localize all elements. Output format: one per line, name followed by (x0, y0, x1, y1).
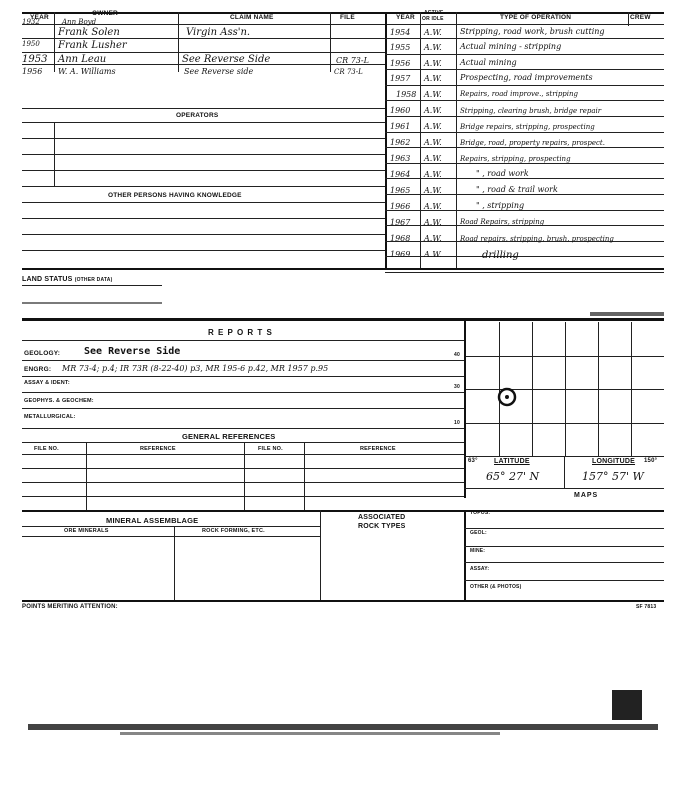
general-refs-header-line (22, 454, 464, 455)
activity-row-line (385, 132, 664, 133)
activity-row-line (385, 54, 664, 55)
reports-title-line (22, 340, 464, 341)
general-refs-file-no-2: FILE NO. (258, 446, 283, 452)
land-status-label: LAND STATUS (OTHER DATA) (22, 276, 113, 283)
col-divider-owner (178, 12, 179, 72)
col-divider-claim (330, 12, 331, 72)
activity-row-line (385, 38, 664, 39)
activity-status-4: A.W. (424, 74, 442, 83)
maps-line-1 (464, 528, 664, 529)
maps-left-divider (464, 510, 466, 600)
geophys-label: GEOPHYS. & GEOCHEM: (24, 398, 94, 404)
activity-year-5: 1958 (396, 90, 417, 99)
owner-name-2: Frank Lusher (58, 40, 127, 51)
metallurgical-label: METALLURGICAL: (24, 414, 76, 420)
owner-claim-3: See Reverse Side (182, 54, 271, 65)
maps-line-2 (464, 546, 664, 547)
header-type-of-operation: TYPE OF OPERATION (500, 14, 572, 21)
mineral-right-divider (320, 510, 321, 600)
maps-assay: ASSAY: (470, 566, 490, 572)
rock-types-label: ROCK TYPES (358, 523, 406, 530)
header-active: ACTIVE (424, 10, 444, 16)
activity-year-9: 1963 (390, 154, 411, 163)
col-divider-status (456, 12, 457, 270)
maps-line-3 (464, 562, 664, 563)
owner-year-4: 1956 (22, 67, 43, 76)
activity-status-8: A.W. (424, 138, 442, 147)
geology-label: GEOLOGY: (24, 350, 61, 357)
activity-year-7: 1961 (390, 122, 411, 131)
header-claim-name: CLAIM NAME (230, 14, 274, 21)
activity-status-9: A.W. (424, 154, 442, 163)
owner-year-3: 1953 (22, 54, 48, 65)
owner-name-3: Ann Leau (58, 54, 107, 65)
location-marker (496, 386, 518, 408)
operators-line-3 (22, 154, 385, 155)
reports-right-divider (464, 318, 466, 498)
col-divider-crew (628, 12, 629, 26)
operators-top-line (22, 108, 385, 109)
lat-lon-bottom-line (464, 488, 664, 489)
geophys-line (22, 408, 464, 409)
activity-row-line (385, 272, 664, 273)
grid-row-line (466, 423, 664, 424)
points-meriting-label: POINTS MERITING ATTENTION: (22, 604, 118, 610)
scan-black-block (612, 690, 642, 720)
general-refs-line-2 (22, 482, 464, 483)
right-tick-label: 150° (644, 458, 658, 464)
latitude-label: LATITUDE (494, 458, 530, 465)
geology-line (22, 360, 464, 361)
reports-num-10: 10 (454, 420, 460, 426)
mineral-header-line (22, 536, 320, 537)
activity-status-11: A.W. (424, 186, 442, 195)
operators-col-1 (54, 122, 55, 186)
owner-name-4: W. A. Williams (58, 67, 116, 76)
activity-type-10: " , road work (476, 169, 529, 178)
maps-topos: TOPOS: (470, 510, 491, 516)
activity-status-15: A.W. (424, 250, 442, 259)
activity-row-line (385, 147, 664, 148)
activity-year-11: 1965 (390, 186, 411, 195)
reports-title: R E P O R T S (208, 328, 273, 337)
owner-row-line-2 (22, 52, 385, 53)
others-bottom-line (22, 268, 664, 270)
rock-forming-label: ROCK FORMING, ETC. (202, 528, 265, 534)
activity-type-14: Road repairs, stripping, brush, prospecting (460, 235, 614, 243)
activity-type-5: Repairs, road improve., stripping (460, 90, 579, 98)
longitude-value: 157° 57' W (582, 470, 644, 483)
owner-file-4: CR 73-L (334, 68, 363, 76)
scan-noise-band-2 (120, 732, 500, 735)
activity-year-15: 1969 (390, 250, 411, 259)
others-label: OTHER PERSONS HAVING KNOWLEDGE (108, 192, 242, 199)
reports-num-30: 30 (454, 384, 460, 390)
owner-name-1: Frank Solen (58, 27, 120, 38)
general-refs-col-1 (86, 442, 87, 510)
others-line-3 (22, 234, 385, 235)
latitude-value: 65° 27' N (486, 470, 540, 483)
maps-other: OTHER (& PHOTOS) (470, 584, 522, 590)
col-divider-file (385, 12, 387, 270)
activity-type-6: Stripping, clearing brush, bridge repair (460, 107, 602, 115)
owner-year-2: 1950 (22, 40, 40, 48)
activity-year-3: 1956 (390, 59, 411, 68)
activity-status-2: A.W. (424, 43, 442, 52)
activity-row-line (385, 85, 664, 86)
activity-row-line (385, 69, 664, 70)
scan-noise-right (590, 312, 664, 316)
activity-year-2: 1955 (390, 43, 411, 52)
activity-status-5: A.W. (424, 90, 442, 99)
activity-type-8: Bridge, road, property repairs, prospect. (460, 139, 605, 147)
maps-label: MAPS (574, 492, 599, 499)
mineral-assemblage-title: MINERAL ASSEMBLAGE (106, 516, 199, 525)
activity-status-3: A.W. (424, 59, 442, 68)
general-references-title: GENERAL REFERENCES (182, 432, 276, 441)
activity-status-10: A.W. (424, 170, 442, 179)
activity-year-10: 1964 (390, 170, 411, 179)
mineral-col-divider (174, 526, 175, 600)
mineral-title-line (22, 526, 320, 527)
header-crew: CREW (630, 14, 651, 21)
maps-geol: GEOL: (470, 530, 487, 536)
maps-mine: MINE: (470, 548, 486, 554)
col-divider-year-2 (420, 12, 421, 270)
longitude-label: LONGITUDE (592, 458, 636, 465)
owner-year-1: 1932 (22, 18, 40, 26)
ore-minerals-label: ORE MINERALS (64, 528, 109, 534)
general-refs-line-1 (22, 468, 464, 469)
maps-line-4 (464, 580, 664, 581)
owner-file-3: CR 73-L (336, 56, 369, 65)
lat-lon-divider (564, 456, 565, 488)
activity-year-12: 1966 (390, 202, 411, 211)
general-refs-line-3 (22, 496, 464, 497)
col-divider-year (54, 12, 55, 72)
general-refs-reference-2: REFERENCE (360, 446, 396, 452)
header-file: FILE (340, 14, 355, 21)
activity-status-7: A.W. (424, 122, 442, 131)
operators-line-5 (22, 186, 385, 187)
form-code: SF 7813 (636, 604, 657, 610)
header-owner: OWNER (92, 10, 118, 17)
activity-row-line (385, 100, 664, 101)
activity-type-7: Bridge repairs, stripping, prospecting (460, 123, 595, 131)
header-year: YEAR (30, 14, 49, 21)
activity-type-13: Road Repairs, stripping (460, 218, 545, 226)
header-or-idle: OR IDLE (422, 16, 444, 22)
activity-type-12: " , stripping (476, 201, 525, 210)
scan-noise-left (22, 302, 162, 304)
activity-status-1: A.W. (424, 28, 442, 37)
activity-type-15: drilling (482, 250, 519, 261)
land-status-underline (22, 285, 162, 286)
activity-status-14: A.W. (424, 234, 442, 243)
activity-status-12: A.W. (424, 202, 442, 211)
metallurgical-line (22, 428, 464, 429)
engrg-label: ENGRG: (24, 366, 52, 373)
activity-status-6: A.W. (424, 106, 442, 115)
general-refs-file-no: FILE NO. (34, 446, 59, 452)
activity-type-4: Prospecting, road improvements (460, 73, 593, 82)
assay-line (22, 392, 464, 393)
owner-prefix: Ann Boyd (62, 18, 97, 26)
grid-row-line (466, 356, 664, 357)
activity-year-14: 1968 (390, 234, 411, 243)
operators-line-1 (22, 122, 385, 123)
general-refs-col-2 (244, 442, 245, 510)
header-underline (22, 24, 664, 25)
others-line-4 (22, 250, 385, 251)
general-refs-reference: REFERENCE (140, 446, 176, 452)
others-line-1 (22, 202, 385, 203)
activity-type-2: Actual mining - stripping (460, 42, 562, 51)
engrg-line (22, 376, 464, 377)
activity-status-13: A.W. (424, 218, 442, 227)
reports-num-40: 40 (454, 352, 460, 358)
operators-line-4 (22, 170, 385, 171)
others-line-2 (22, 218, 385, 219)
geology-value: See Reverse Side (84, 346, 181, 357)
operators-label: OPERATORS (176, 112, 219, 119)
general-refs-title-line (22, 442, 464, 443)
general-refs-bottom-line (22, 510, 664, 512)
owner-claim-4: See Reverse side (184, 67, 254, 76)
activity-type-1: Stripping, road work, brush cutting (460, 27, 605, 36)
activity-year-8: 1962 (390, 138, 411, 147)
activity-year-1: 1954 (390, 28, 411, 37)
header-year-2: YEAR (396, 14, 415, 21)
activity-year-13: 1967 (390, 218, 411, 227)
activity-year-4: 1957 (390, 74, 411, 83)
reports-top-border (22, 318, 664, 321)
associated-label: ASSOCIATED (358, 514, 406, 521)
operators-line-2 (22, 138, 385, 139)
engrg-value: MR 73-4; p.4; IR 73R (8-22-40) p3, MR 195-6 p.42, MR 1957 p.95 (62, 364, 329, 373)
maps-bottom-line (22, 600, 664, 602)
owner-claim-1: Virgin Ass'n. (186, 27, 251, 38)
left-tick-label: 63° (468, 458, 478, 464)
owner-row-line-1 (22, 38, 385, 39)
activity-row-line (385, 116, 664, 117)
activity-year-6: 1960 (390, 106, 411, 115)
activity-type-3: Actual mining (460, 58, 517, 67)
general-refs-col-3 (304, 442, 305, 510)
activity-type-9: Repairs, stripping, prospecting (460, 155, 571, 163)
assay-label: ASSAY & IDENT: (24, 380, 70, 386)
scan-noise-band (28, 724, 658, 730)
activity-type-11: " , road & trail work (476, 185, 558, 194)
